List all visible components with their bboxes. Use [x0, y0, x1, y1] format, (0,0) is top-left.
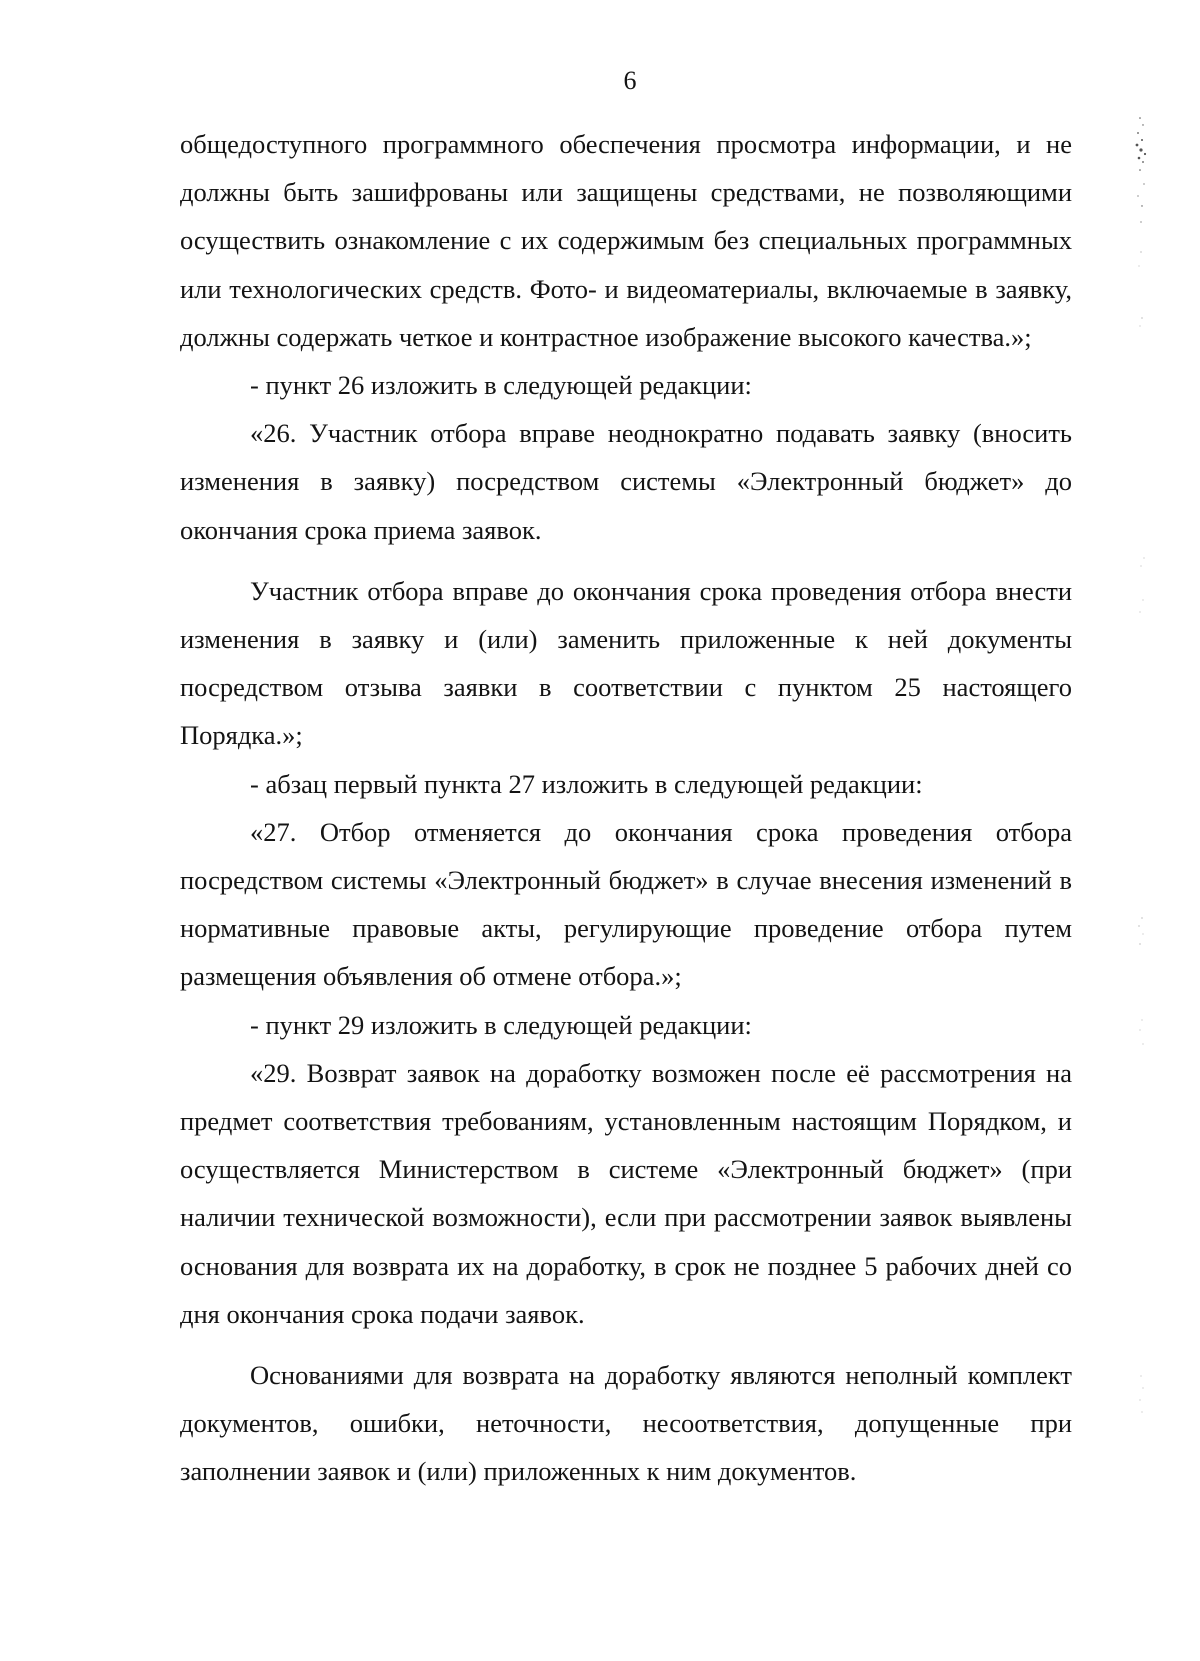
clause-26-paragraph-1: «26. Участник отбора вправе неоднократно подавать заявку (вносить изменения в заявку) посредством системы «Электронный бюджет» до окончания срока приема заявок. [180, 418, 1072, 545]
paragraph-continuation: общедоступного программного обеспечения просмотра информации, и не должны быть зашифрованы или защищены средствами, не позволяющими осуществить ознакомление с их содержимым без специальных программных или технологических средств. Фото- и видеоматериалы, включаемые в заявку, должны содержать четкое и контрастное изображение высокого качества.»; [180, 129, 1072, 352]
clause-29-paragraph-2: Основаниями для возврата на доработку являются неполный комплект документов, ошибки, неточности, несоответствия, допущенные при заполнении заявок и (или) приложенных к ним документов. [180, 1360, 1072, 1487]
amendment-instruction-p26: - пункт 26 изложить в следующей редакции: [250, 370, 752, 401]
clause-27: «27. Отбор отменяется до окончания срока проведения отбора посредством системы «Электронный бюджет» в случае внесения изменений в нормативные правовые акты, регулирующие проведение отбора путем размещения объявления об отмене отбора.»; [180, 816, 1072, 992]
clause-29-paragraph-1: «29. Возврат заявок на доработку возможен после её рассмотрения на предмет соответствия требованиям, установленным настоящим Порядком, и осуществляется Министерством в системе «Электронный бюджет» (при наличии технической возможности), если при рассмотрении заявок выявлены основания для возврата их на доработку, в срок не позднее 5 рабочих дней со дня окончания срока подачи заявок. [180, 1057, 1072, 1329]
clause-26-paragraph-2: Участник отбора вправе до окончания срока проведения отбора внести изменения в заявку и (или) заменить приложенные к ней документы посредством отзыва заявки в соответствии с пунктом 25 настоящего Порядка.»; [180, 575, 1072, 751]
page-number: 6 [623, 66, 637, 95]
scan-noise-marks [1120, 0, 1200, 1661]
document-body [180, 120, 1072, 1496]
amendment-instruction-p27: - абзац первый пункта 27 изложить в следующей редакции: [250, 768, 923, 799]
amendment-instruction-p29: - пункт 29 изложить в следующей редакции: [250, 1009, 752, 1040]
